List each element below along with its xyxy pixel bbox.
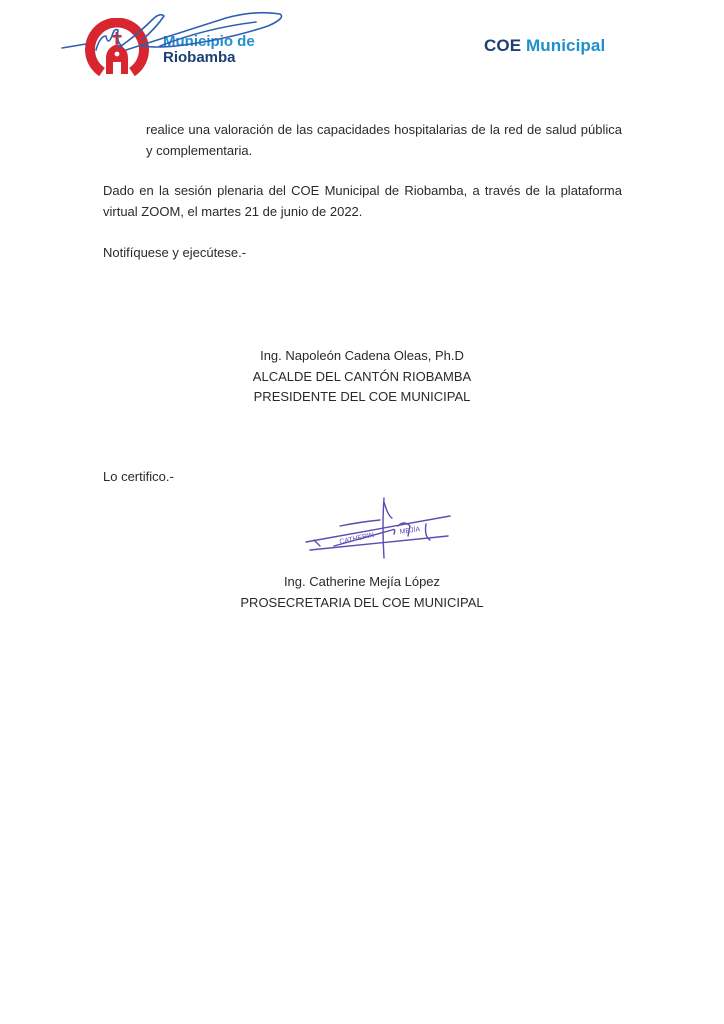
mayor-name: Ing. Napoleón Cadena Oleas, Ph.D (260, 348, 464, 363)
paragraph-notify: Notifíquese y ejecútese.- (103, 245, 247, 260)
paragraph-certify: Lo certifico.- (103, 469, 174, 484)
prosecretary-signature (300, 496, 456, 560)
svg-text:CATHERIN: CATHERIN (338, 531, 375, 546)
coe-municipal-logo (484, 36, 605, 56)
president-title: PRESIDENTE DEL COE MUNICIPAL (253, 389, 471, 404)
prosecretary-title: PROSECRETARIA DEL COE MUNICIPAL (240, 595, 484, 610)
paragraph-continuation: realice una valoración de las capacidades hospitalarias de la red de salud pública y complementaria. (146, 122, 622, 158)
coe-label: COE (484, 36, 522, 55)
municipal-label: Municipal (525, 36, 606, 55)
logo-line1: Municipio de (163, 33, 255, 50)
svg-text:MEJÍA: MEJÍA (399, 526, 421, 536)
prosecretary-name: Ing. Catherine Mejía López (283, 574, 441, 589)
logo-line2: Riobamba (163, 49, 236, 66)
paragraph-given: Dado en la sesión plenaria del COE Municipal de Riobamba, a través de la plataforma virtual ZOOM, el martes 21 de junio de 2022. (103, 183, 622, 219)
mayor-signature (56, 6, 292, 56)
mayor-title: ALCALDE DEL CANTÓN RIOBAMBA (252, 369, 472, 384)
